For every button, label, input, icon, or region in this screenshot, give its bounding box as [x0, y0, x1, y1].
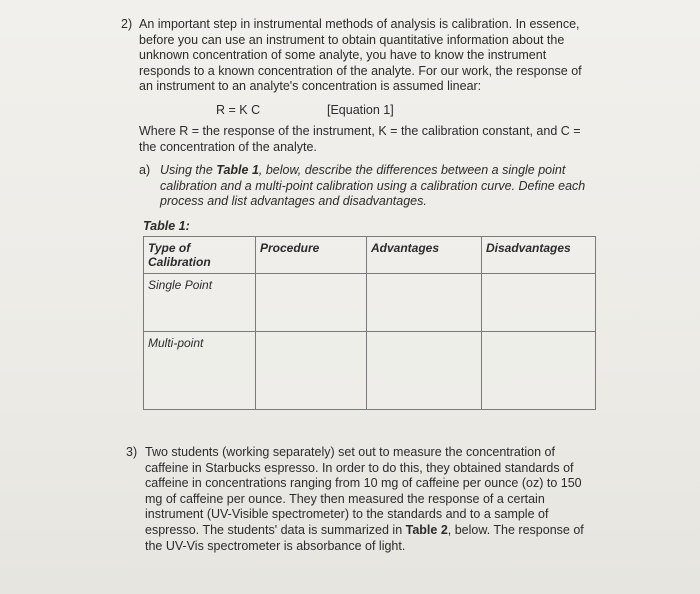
part-a: [139, 163, 599, 209]
question-3-number: 3): [126, 445, 138, 459]
part-a-label: a): [139, 163, 151, 177]
question-3-text: [145, 445, 595, 554]
q3-line: instrument (UV-Visible spectrometer) to the standards and to a sample of: [145, 507, 549, 522]
table-row: [144, 274, 596, 332]
part-a-line: Using the Table 1, below, describe the differences between a single point: [160, 163, 566, 177]
q2-line: unknown concentration of some analyte, you have to know the instrument: [139, 48, 547, 63]
q2-line: responds to a known concentration of the analyte. For our work, the response of: [139, 63, 582, 78]
calibration-table: [143, 236, 596, 410]
answer-cell[interactable]: [256, 332, 367, 410]
table-row: [144, 332, 596, 410]
header-advantages: Advantages: [367, 237, 482, 274]
header-disadvantages: Disadvantages: [482, 237, 596, 274]
part-a-line: process and list advantages and disadvantages.: [160, 194, 427, 209]
header-type: Type of Calibration: [144, 237, 256, 274]
q3-line: espresso. The students' data is summarized in Table 2, below. The response of: [145, 522, 584, 537]
table-header-row: [144, 237, 596, 274]
q3-line: caffeine in concentrations ranging from 10 mg of caffeine per ounce (oz) to 150: [145, 476, 582, 491]
q3-line: Two students (working separately) set out to measure the concentration of: [145, 445, 555, 459]
equation: R = K C: [216, 103, 261, 117]
row-label-single-point: Single Point: [144, 274, 256, 332]
question-2-number: 2): [121, 17, 133, 31]
bold-reference: Table 1: [216, 163, 259, 177]
where-line: the concentration of the analyte.: [139, 139, 317, 154]
q3-line: mg of caffeine per ounce. They then measured the response of a certain: [145, 491, 545, 506]
answer-cell[interactable]: [482, 332, 596, 410]
part-a-text: [160, 163, 600, 210]
table-caption: Table 1:: [143, 219, 190, 233]
q2-line: An important step in instrumental methods of analysis is calibration. In essence,: [139, 17, 580, 31]
q2-line: before you can use an instrument to obtain quantitative information about the: [139, 32, 565, 47]
row-label-multi-point: Multi-point: [144, 332, 256, 410]
q3-line: caffeine in Starbucks espresso. In order to do this, they obtained standards of: [145, 460, 574, 475]
answer-cell[interactable]: [367, 274, 482, 332]
q3-line: the UV-Vis spectrometer is absorbance of light.: [145, 538, 406, 553]
header-procedure: Procedure: [256, 237, 367, 274]
equation-label: [Equation 1]: [327, 103, 394, 117]
answer-cell[interactable]: [256, 274, 367, 332]
part-a-line: calibration and a multi-point calibration using a calibration curve. Define each: [160, 178, 586, 193]
answer-cell[interactable]: [482, 274, 596, 332]
where-line: Where R = the response of the instrument, K = the calibration constant, and C =: [139, 124, 581, 138]
question-2-intro: [139, 17, 589, 95]
q2-line: an instrument to an analyte's concentration is assumed linear:: [139, 79, 482, 94]
answer-cell[interactable]: [367, 332, 482, 410]
bold-reference: Table 2: [405, 522, 448, 537]
equation-definitions: [139, 124, 589, 155]
